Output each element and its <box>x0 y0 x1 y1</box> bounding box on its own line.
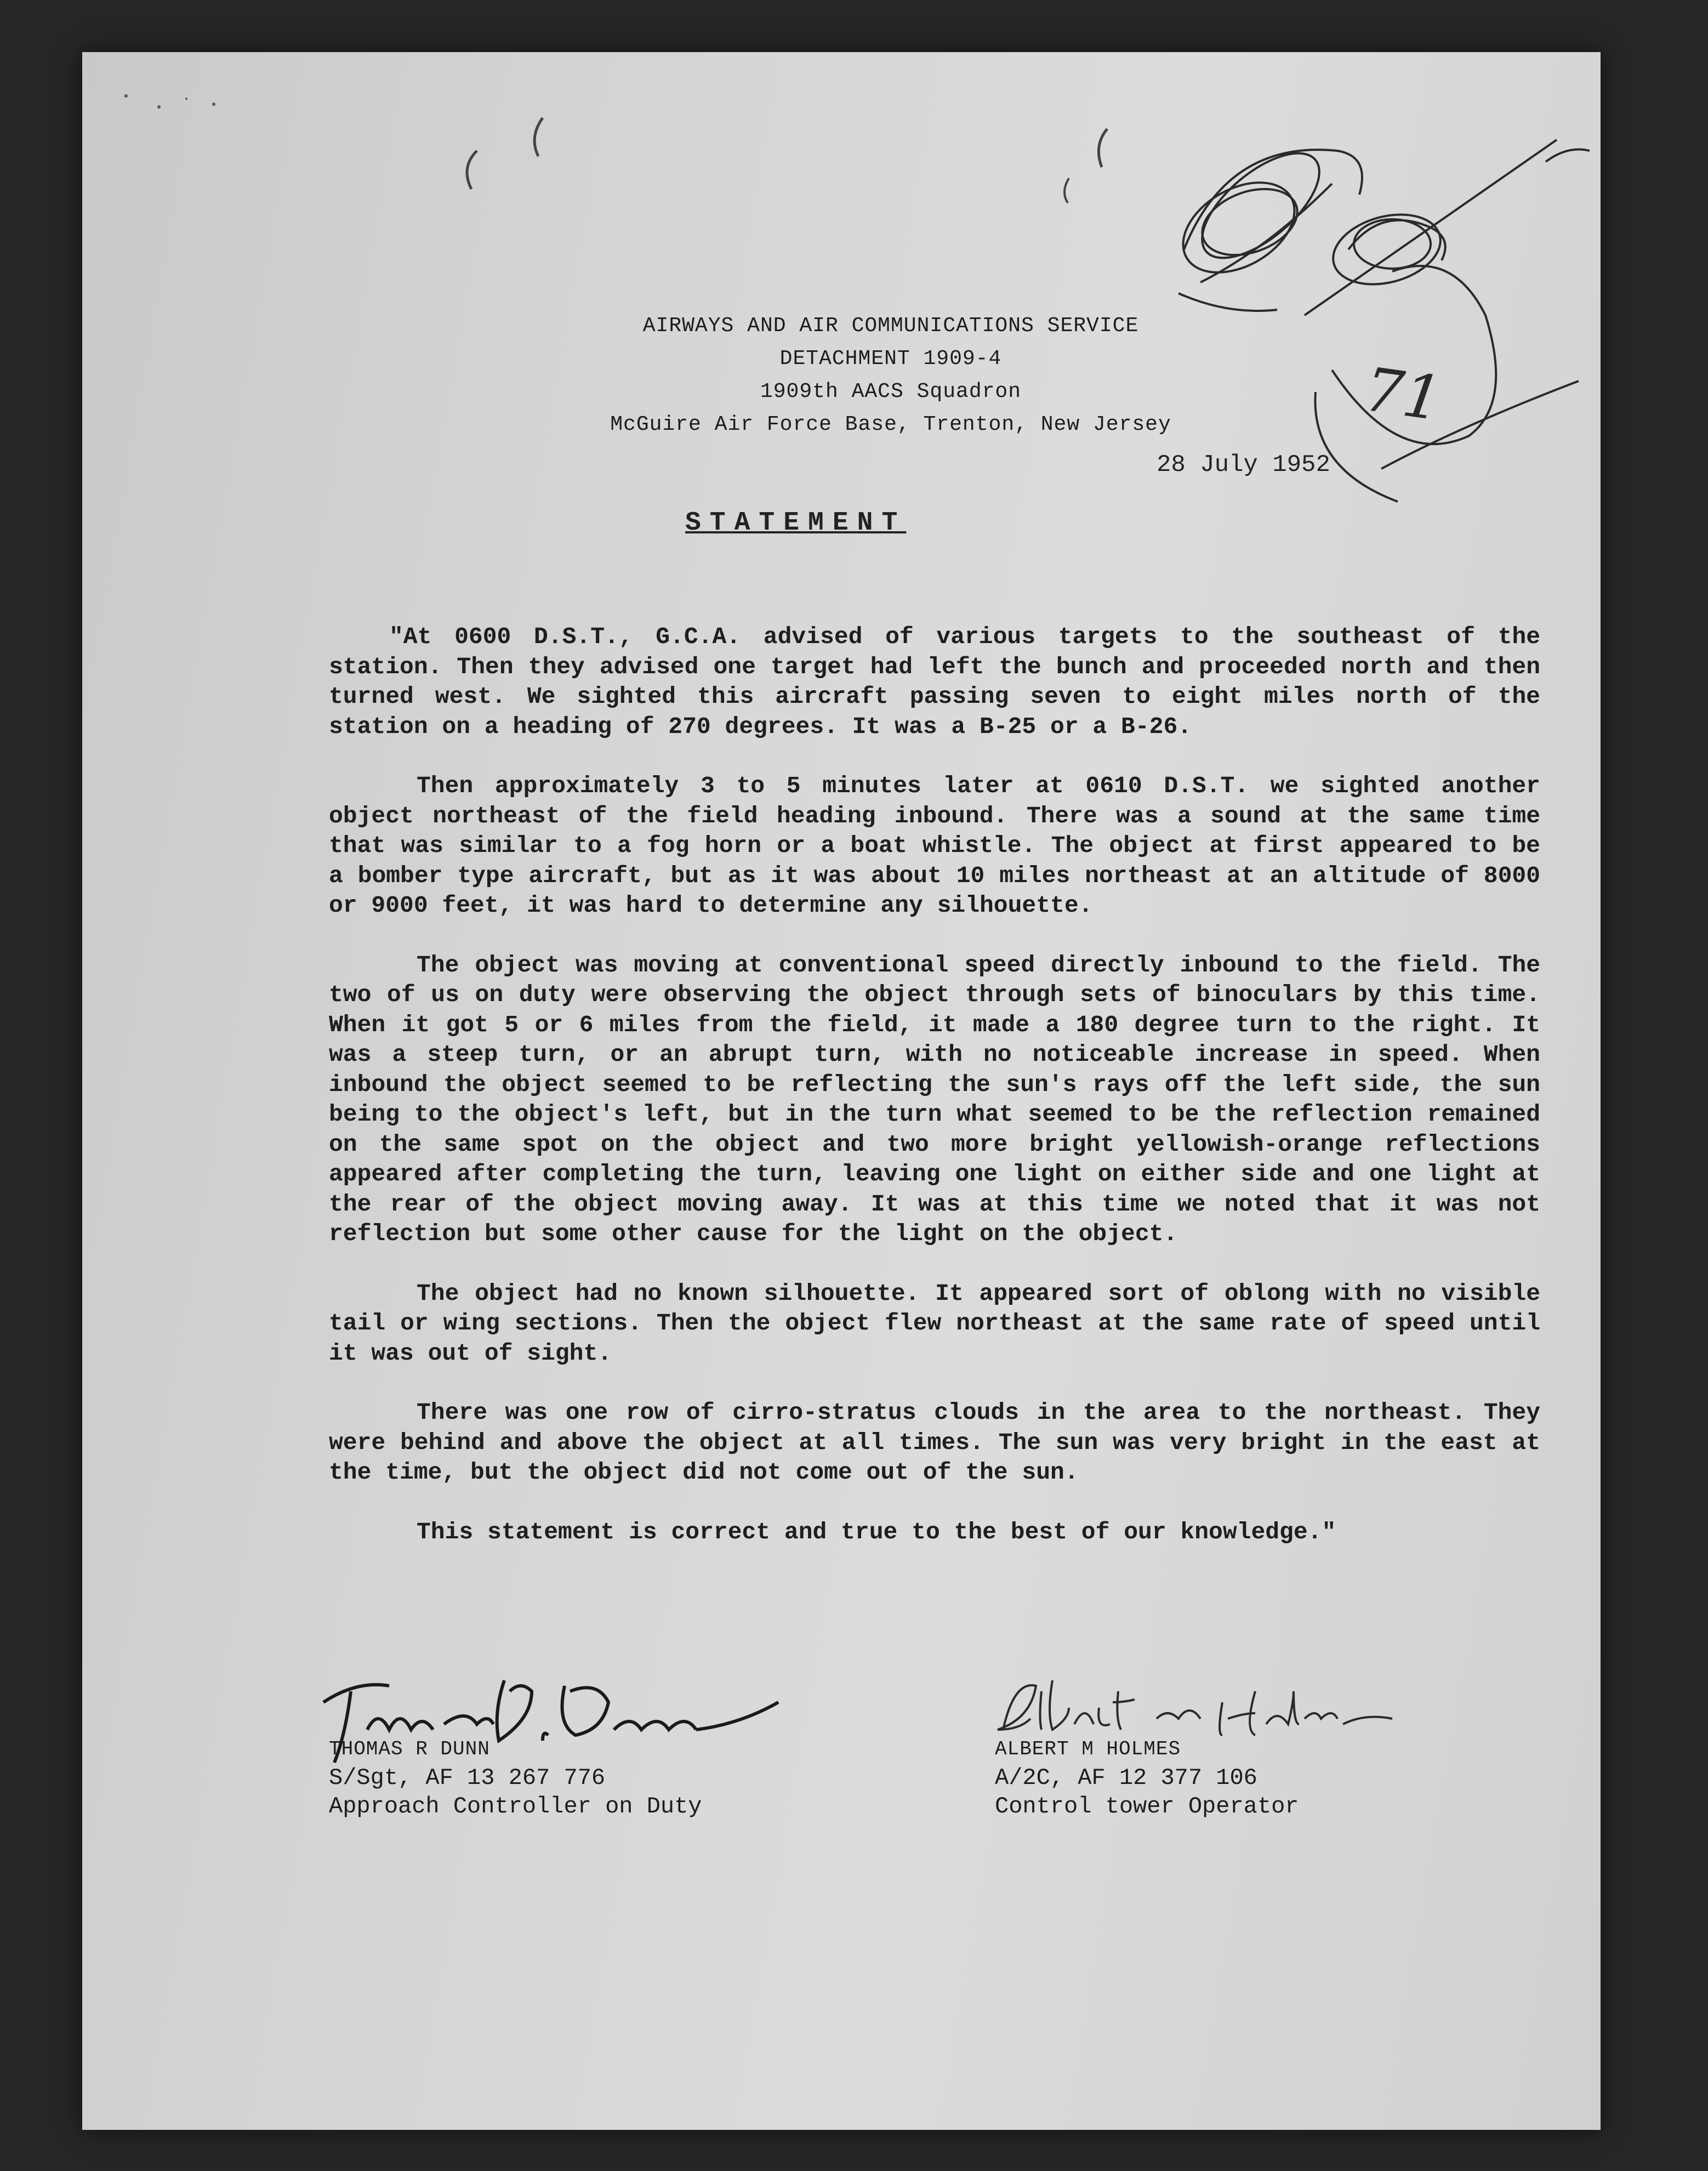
letterhead-squadron: 1909th AACS Squadron <box>760 380 1022 403</box>
paragraph-3: The object was moving at conventional speed directly inbound to the field. The two of us on duty were observing the object through sets of binoculars by this time. When it got 5 or 6 miles from the field, it made a 180 degree turn to the right. It was a steep turn, or an abrupt turn, with no noticeable increase in speed. When inbound the object seemed to be reflecting the sun's rays off the left side, the sun being to the object's left, but in the turn what seemed to be the reflection remained on the same spot on the object and two more bright yellowish-orange reflections appeared after completing the turn, leaving one light on either side and one light at the rear of the object moving away. It was at this time we noted that it was not reflection but some other cause for the light on the object. <box>329 951 1540 1247</box>
signer-name: ALBERT M HOLMES <box>995 1738 1181 1760</box>
letterhead <box>82 310 1601 441</box>
document-page <box>82 52 1601 2130</box>
letterhead-location: McGuire Air Force Base, Trenton, New Jersey <box>610 413 1171 436</box>
handwritten-mark-71: 71 <box>1360 354 1447 435</box>
document-date: 28 July 1952 <box>1157 451 1330 479</box>
paragraph-1: "At 0600 D.S.T., G.C.A. advised of various targets to the southeast of the station. Then they advised one target had left the bunch and proceeded north and then turned west. We sighted this aircraft passing seven to eight miles north of the station on a heading of 270 degrees. It was a B-25 or a B-26. <box>329 623 1540 740</box>
paragraph-5: There was one row of cirro-stratus clouds in the area to the northeast. They were behind and above the object at all times. The sun was very bright in the east at the time, but the object did not come out of the sun. <box>329 1399 1540 1486</box>
signer-role: Approach Controller on Duty <box>329 1793 702 1820</box>
paragraph-6: This statement is correct and true to the best of our knowledge." <box>417 1518 1336 1545</box>
signature-block-holmes <box>995 1735 1299 1821</box>
signer-role: Control tower Operator <box>995 1793 1299 1820</box>
letterhead-detachment: DETACHMENT 1909-4 <box>779 347 1002 371</box>
signer-rank-serial: A/2C, AF 12 377 106 <box>995 1765 1257 1791</box>
document-title: STATEMENT <box>685 508 907 538</box>
signer-rank-serial: S/Sgt, AF 13 267 776 <box>329 1765 606 1791</box>
paragraph-4: The object had no known silhouette. It appeared sort of oblong with no visible tail or wing sections. Then the object flew northeast at the same rate of speed until it was out of sight. <box>329 1280 1540 1367</box>
signature-block-dunn <box>329 1735 702 1821</box>
signer-name: THOMAS R DUNN <box>329 1738 490 1760</box>
paragraph-2: Then approximately 3 to 5 minutes later at 0610 D.S.T. we sighted another object northeast of the field heading inbound. There was a sound at the same time that was similar to a fog horn or a boat whistle. The object at first appeared to be a bomber type aircraft, but as it was about 10 miles northeast at an altitude of 8000 or 9000 feet, it was hard to determine any silhouette. <box>329 772 1540 919</box>
statement-body <box>329 622 1540 1577</box>
letterhead-service-name: AIRWAYS AND AIR COMMUNICATIONS SERVICE <box>642 314 1139 338</box>
